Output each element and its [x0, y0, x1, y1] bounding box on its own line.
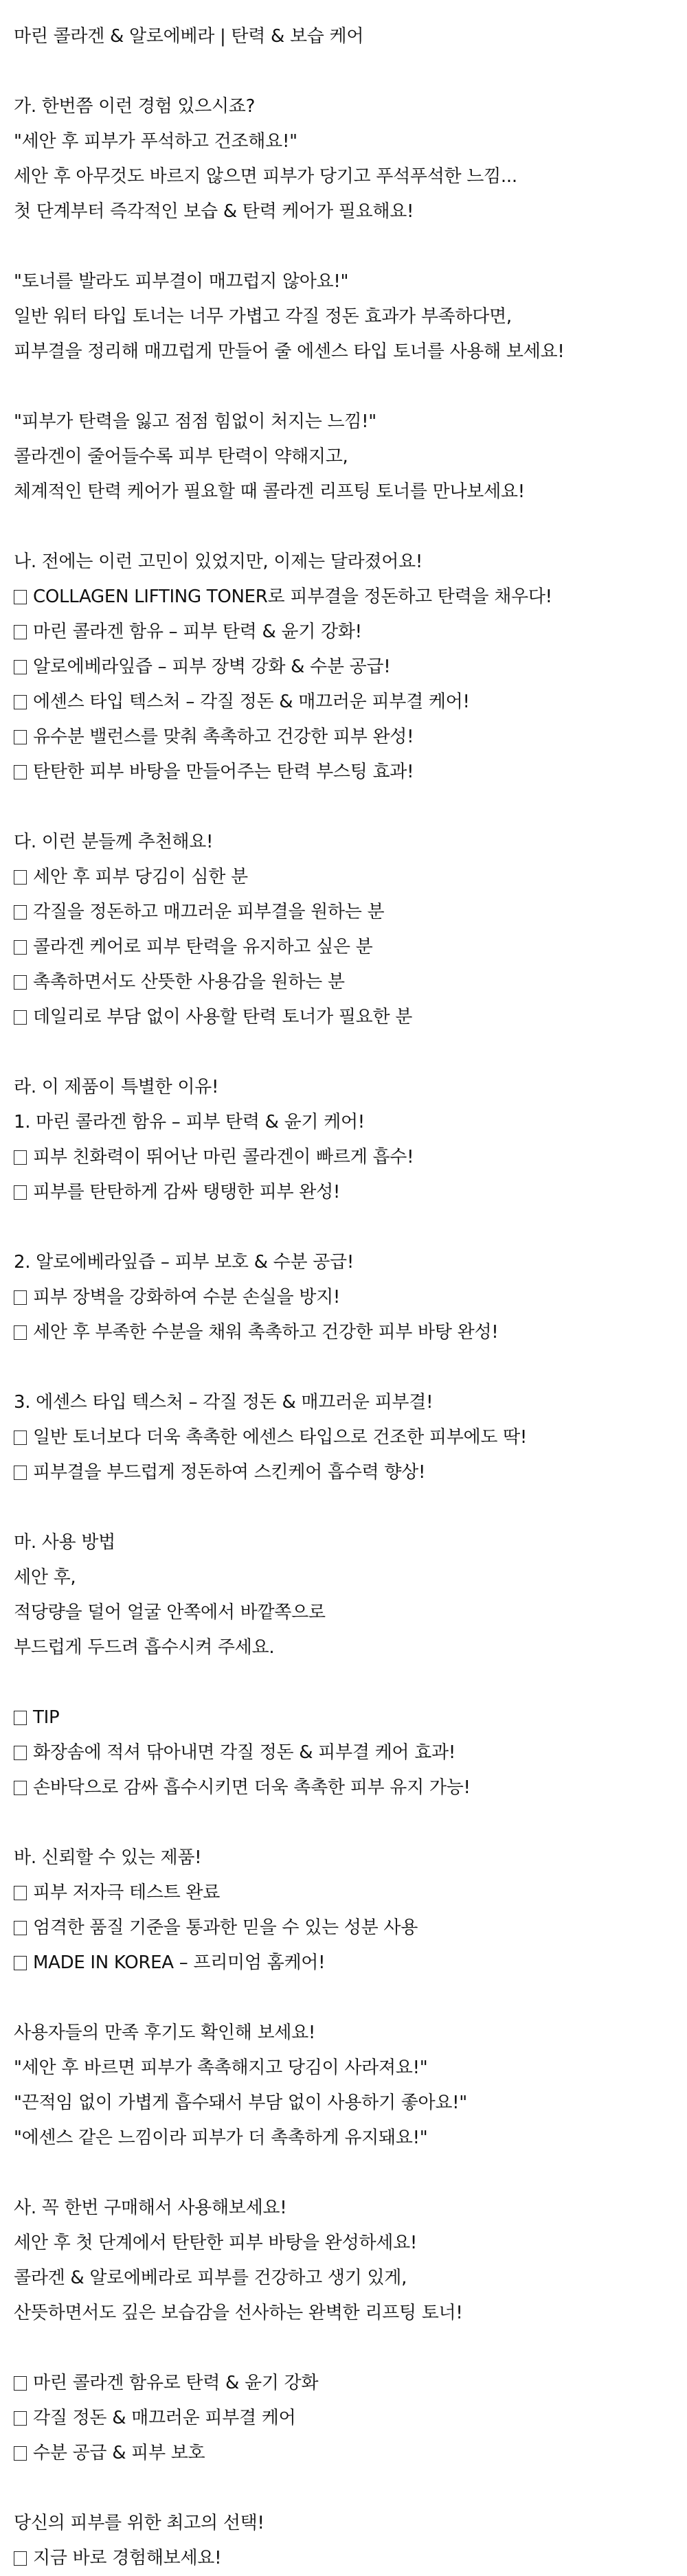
text-line: 세안 후 아무것도 바르지 않으면 피부가 당기고 푸석푸석한 느낌... — [14, 166, 517, 187]
checkbox-icon — [14, 2411, 27, 2426]
list-item: COLLAGEN LIFTING TONER로 피부결을 정돈하고 탄력을 채우다! — [14, 580, 673, 615]
text-line: 세안 후 첫 단계에서 탄탄한 피부 바탕을 완성하세요! — [14, 2233, 418, 2253]
tip-label: TIP — [14, 1700, 673, 1735]
list-item: 콜라겐 케어로 피부 탄력을 유지하고 싶은 분 — [14, 930, 673, 965]
text-line: 콜라겐 & 알로에베라로 피부를 건강하고 생기 있게, — [14, 2268, 407, 2288]
text-line: 일반 워터 타입 토너는 너무 가볍고 각질 정돈 효과가 부족하다면, — [14, 306, 512, 327]
checkbox-icon — [14, 870, 27, 885]
list-item: 피부를 탄탄하게 감싸 탱탱한 피부 완성! — [14, 1175, 673, 1210]
checkbox-icon — [14, 1746, 27, 1760]
review-quote: "세안 후 바르면 피부가 촉촉해지고 당김이 사라져요!" — [14, 2058, 428, 2078]
text-line: 콜라겐이 줄어들수록 피부 탄력이 약해지고, — [14, 446, 348, 467]
checkbox-icon — [14, 1466, 27, 1480]
checkbox-icon — [14, 1325, 27, 1340]
list-item: 피부결을 부드럽게 정돈하여 스킨케어 흡수력 향상! — [14, 1455, 673, 1490]
list-item: 데일리로 부담 없이 사용할 탄력 토너가 필요한 분 — [14, 1000, 673, 1035]
checkbox-icon — [14, 765, 27, 779]
checkbox-icon — [14, 905, 27, 920]
section-heading-sa: 사. 꼭 한번 구매해서 사용해보세요! — [14, 2198, 287, 2218]
list-item: 탄탄한 피부 바탕을 만들어주는 탄력 부스팅 효과! — [14, 755, 673, 790]
checkbox-icon — [14, 730, 27, 744]
checkbox-icon — [14, 590, 27, 604]
checkbox-icon — [14, 625, 27, 639]
text-line: 체계적인 탄력 케어가 필요할 때 콜라겐 리프팅 토너를 만나보세요! — [14, 481, 525, 502]
checkbox-icon — [14, 1781, 27, 1795]
point-heading: 2. 알로에베라잎즙 – 피부 보호 & 수분 공급! — [14, 1252, 354, 1273]
list-item: 각질 정돈 & 매끄러운 피부결 케어 — [14, 2401, 673, 2436]
list-item: 세안 후 부족한 수분을 채워 촉촉하고 건강한 피부 바탕 완성! — [14, 1315, 673, 1350]
list-item: 피부 저자극 테스트 완료 — [14, 1876, 673, 1911]
list-item: 마린 콜라겐 함유 – 피부 탄력 & 윤기 강화! — [14, 615, 673, 650]
checkbox-icon — [14, 2551, 27, 2566]
list-item: 일반 토너보다 더욱 촉촉한 에센스 타입으로 건조한 피부에도 딱! — [14, 1420, 673, 1455]
text-line: 산뜻하면서도 깊은 보습감을 선사하는 완벽한 리프팅 토너! — [14, 2303, 463, 2323]
list-item: 알로에베라잎즙 – 피부 장벽 강화 & 수분 공급! — [14, 650, 673, 685]
page-title: 마린 콜라겐 & 알로에베라 | 탄력 & 보습 케어 — [14, 26, 364, 47]
section-heading-ba: 바. 신뢰할 수 있는 제품! — [14, 1847, 202, 1868]
review-quote: "끈적임 없이 가볍게 흡수돼서 부담 없이 사용하기 좋아요!" — [14, 2093, 467, 2113]
closing-line: 당신의 피부를 위한 최고의 선택! — [14, 2513, 264, 2533]
list-item: 수분 공급 & 피부 보호 — [14, 2436, 673, 2471]
quote-line: "피부가 탄력을 잃고 점점 힘없이 처지는 느낌!" — [14, 411, 376, 432]
text-line: 세안 후, — [14, 1567, 76, 1588]
checkbox-icon — [14, 2376, 27, 2391]
list-item: 엄격한 품질 기준을 통과한 믿을 수 있는 성분 사용 — [14, 1911, 673, 1946]
text-line: 부드럽게 두드려 흡수시켜 주세요. — [14, 1637, 275, 1658]
section-heading-ra: 라. 이 제품이 특별한 이유! — [14, 1077, 219, 1097]
list-item: 유수분 밸런스를 맞춰 촉촉하고 건강한 피부 완성! — [14, 720, 673, 755]
list-item: 촉촉하면서도 산뜻한 사용감을 원하는 분 — [14, 965, 673, 1000]
checkbox-icon — [14, 1886, 27, 1900]
reviews-heading: 사용자들의 만족 후기도 확인해 보세요! — [14, 2022, 316, 2043]
section-heading-ga: 가. 한번쯤 이런 경험 있으시죠? — [14, 96, 256, 117]
quote-line: "세안 후 피부가 푸석하고 건조해요!" — [14, 131, 297, 152]
text-line: 첫 단계부터 즉각적인 보습 & 탄력 케어가 필요해요! — [14, 201, 414, 222]
point-heading: 1. 마린 콜라겐 함유 – 피부 탄력 & 윤기 케어! — [14, 1112, 365, 1132]
checkbox-icon — [14, 660, 27, 674]
checkbox-icon — [14, 1150, 27, 1165]
checkbox-icon — [14, 2446, 27, 2461]
list-item: MADE IN KOREA – 프리미엄 홈케어! — [14, 1946, 673, 1981]
checkbox-icon — [14, 1185, 27, 1200]
list-item: 손바닥으로 감싸 흡수시키면 더욱 촉촉한 피부 유지 가능! — [14, 1770, 673, 1805]
list-item: 에센스 타입 텍스처 – 각질 정돈 & 매끄러운 피부결 케어! — [14, 685, 673, 720]
point-heading: 3. 에센스 타입 텍스처 – 각질 정돈 & 매끄러운 피부결! — [14, 1392, 433, 1413]
checkbox-icon — [14, 1290, 27, 1305]
review-quote: "에센스 같은 느낌이라 피부가 더 촉촉하게 유지돼요!" — [14, 2128, 428, 2148]
quote-line: "토너를 발라도 피부결이 매끄럽지 않아요!" — [14, 271, 349, 292]
checkbox-icon — [14, 1431, 27, 1445]
section-heading-da: 다. 이런 분들께 추천해요! — [14, 832, 214, 852]
text-line: 적당량을 덜어 얼굴 안쪽에서 바깥쪽으로 — [14, 1602, 326, 1623]
list-item: 세안 후 피부 당김이 심한 분 — [14, 860, 673, 895]
checkbox-icon — [14, 1956, 27, 1970]
section-heading-na: 나. 전에는 이런 고민이 있었지만, 이제는 달라졌어요! — [14, 551, 423, 572]
text-line: 피부결을 정리해 매끄럽게 만들어 줄 에센스 타입 토너를 사용해 보세요! — [14, 341, 565, 362]
list-item: 화장솜에 적셔 닦아내면 각질 정돈 & 피부결 케어 효과! — [14, 1735, 673, 1770]
checkbox-icon — [14, 940, 27, 955]
list-item: 마린 콜라겐 함유로 탄력 & 윤기 강화 — [14, 2366, 673, 2401]
section-heading-ma: 마. 사용 방법 — [14, 1532, 115, 1553]
checkbox-icon — [14, 1921, 27, 1935]
list-item: 피부 친화력이 뛰어난 마린 콜라겐이 빠르게 흡수! — [14, 1140, 673, 1175]
cta-line: 지금 바로 경험해보세요! — [14, 2541, 673, 2576]
checkbox-icon — [14, 1711, 27, 1725]
list-item: 각질을 정돈하고 매끄러운 피부결을 원하는 분 — [14, 895, 673, 930]
checkbox-icon — [14, 695, 27, 709]
list-item: 피부 장벽을 강화하여 수분 손실을 방지! — [14, 1280, 673, 1315]
checkbox-icon — [14, 975, 27, 990]
checkbox-icon — [14, 1010, 27, 1025]
